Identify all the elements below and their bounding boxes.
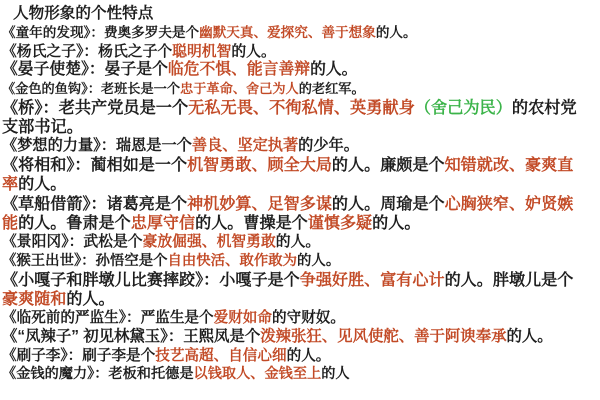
trait-line [2,80,584,99]
highlight-green-segment: （舍己为民） [414,98,512,117]
highlight-red-segment: 神机妙算、足智多谋 [187,194,332,213]
text-segment: 的人。 [297,252,341,269]
text-segment: 《晏子使楚》：晏子是个 [2,61,168,79]
highlight-red-segment: 知错就改、豪爽直率 [2,156,574,194]
highlight-red-segment: 忠于革命、舍己为人 [180,81,299,97]
text-segment: 的人 [321,366,350,383]
highlight-red-segment: 自由快活、敢作敢为 [167,252,298,269]
text-segment: 《景阳冈》：武松是个 [2,234,143,250]
text-segment: 《猴王出世》：孙悟空是个 [2,252,168,269]
text-segment: 《临死前的严监生》：严监生是个 [2,310,214,326]
trait-line [2,24,584,43]
text-segment: 的人。 [18,175,67,194]
text-segment: 的守财奴。 [272,310,345,326]
highlight-red-segment: 临危不惧、能言善辩 [167,61,311,79]
text-segment: 的农村党支部书记。 [2,98,577,137]
text-segment: 《杨氏之子》：杨氏之子个 [2,43,173,60]
trait-line [2,252,584,271]
text-segment: 《草船借箭》：诸葛亮是个 [2,194,188,213]
text-segment: 的人。 [66,289,115,308]
text-segment: 《刷子李》：刷子李是个 [2,347,156,364]
highlight-red-segment: 无私无畏、不徇私情、英勇献身 [188,98,415,117]
trait-line [2,195,584,233]
text-segment: 《桥》：老共产党员是一个 [2,98,189,117]
trait-line [2,271,584,309]
text-segment: 《将相和》：蔺相如是一个 [2,156,188,175]
trait-line [2,365,584,384]
highlight-red-segment: 忠厚守信 [130,213,196,232]
highlight-red-segment: 心胸狭窄、妒贤嫉能 [2,194,574,232]
text-segment: 的老红军。 [298,81,365,97]
text-segment: 的人。曹操是个 [195,213,308,232]
text-segment: 的人。廉颇是个 [331,156,445,175]
page-title: 人物形象的个性特点 [13,5,154,22]
highlight-red-segment: 聪明机智 [172,43,232,60]
trait-line [2,156,584,194]
text-segment: 《“凤辣子” 初见林黛玉》：王熙凤是个 [2,327,261,345]
trait-line [2,328,584,347]
highlight-red-segment: 谨慎多疑 [307,213,373,232]
highlight-red-segment: 幽默天真、爱探究、善于想象 [199,24,376,40]
trait-line [2,233,584,252]
text-segment: 的人。 [286,347,331,364]
text-segment: 《金色的鱼钩》：老班长是一个 [2,81,181,97]
text-segment: 的人。鲁肃是个 [18,213,131,232]
highlight-red-segment: 争强好胜、富有心计 [299,270,445,289]
trait-line [2,137,584,156]
highlight-red-segment: 豪爽随和 [2,289,67,308]
text-segment: 《小嘎子和胖墩儿比赛摔跤》：小嘎子是个 [2,270,300,289]
highlight-red-segment: 善良、坚定执著 [191,137,299,155]
text-segment: 的人。 [375,24,417,40]
trait-line [2,309,584,328]
text-segment: 的人。 [310,61,358,79]
highlight-red-segment: 泼辣张狂、见风使舵、善于阿谀奉承 [260,327,507,345]
text-segment: 《金钱的魔力》：老板和托德是 [2,366,194,383]
trait-list [2,24,584,384]
highlight-red-segment: 技艺高超、自信心细 [155,347,287,364]
text-segment: 的人。 [275,234,321,250]
highlight-red-segment: 爱财如命 [213,310,272,326]
trait-line [2,347,584,366]
highlight-red-segment: 以钱取人、金钱至上 [193,366,322,383]
highlight-red-segment: 机智勇敢、顾全大局 [187,156,332,175]
trait-line [2,99,584,137]
trait-line [2,43,584,62]
text-segment: 的人。 [506,327,553,345]
text-segment: 《童年的发现》：费奥多罗夫是个 [2,24,200,40]
text-segment: 的人。 [372,213,421,232]
trait-line [2,61,584,80]
text-segment: 的人。周瑜是个 [331,194,445,213]
text-segment: 的人。胖墩儿是个 [444,270,574,289]
text-segment: 《梦想的力量》：瑞恩是一个 [2,137,192,155]
highlight-red-segment: 豪放倔强、机智勇敢 [142,234,276,250]
text-segment: 的人。 [231,43,276,60]
text-segment: 的少年。 [298,137,359,155]
